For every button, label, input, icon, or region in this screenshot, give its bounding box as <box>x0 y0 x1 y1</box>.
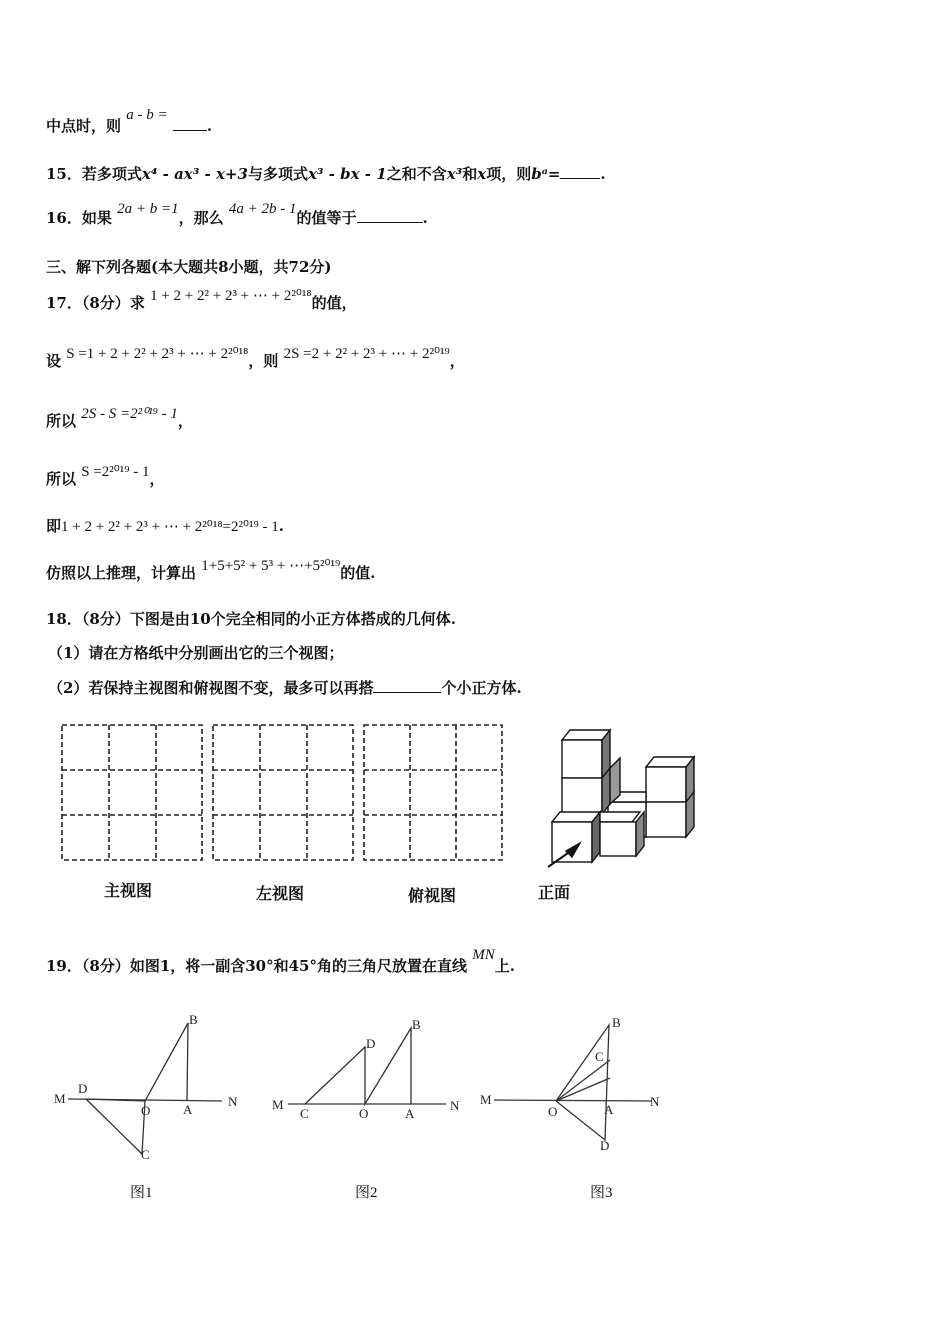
figure-3-caption: 图3 <box>590 1185 613 1201</box>
cube-solid <box>548 730 694 867</box>
front-view-grid <box>62 725 202 860</box>
svg-text:D: D <box>78 1081 88 1096</box>
q18-part-1: （1）请在方格纸中分别画出它的三个视图； <box>48 644 344 662</box>
side-view-grid <box>213 725 353 860</box>
svg-text:B: B <box>412 1017 421 1032</box>
top-view-grid <box>364 725 502 860</box>
section-3-heading: 三、解下列各题(本大题共8小题，共72分) <box>46 258 332 276</box>
svg-text:C: C <box>141 1147 150 1162</box>
q17-step-3: 所以 S =2²⁰¹⁹ - 1， <box>46 464 165 488</box>
svg-text:N: N <box>650 1094 660 1109</box>
svg-text:A: A <box>405 1106 415 1121</box>
q14-tail: 中点时，则 a - b = . <box>46 107 213 135</box>
svg-text:B: B <box>189 1012 198 1027</box>
svg-text:N: N <box>228 1094 238 1109</box>
question-17: 17．（8分）求 1 + 2 + 2² + 2³ + ⋯ + 2²⁰¹⁸的值， <box>46 288 357 312</box>
svg-text:C: C <box>300 1106 309 1121</box>
figure-1-caption: 图1 <box>130 1185 153 1201</box>
question-16: 16．如果 2a + b =1，那么 4a + 2b - 1的值等于 . <box>46 201 428 227</box>
front-direction-label: 正面 <box>538 883 571 902</box>
question-18: 18．（8分）下图是由10个完全相同的小正方体搭成的几何体. <box>46 610 456 628</box>
svg-text:O: O <box>141 1103 151 1118</box>
question-15: 15．若多项式x⁴ - ax³ - x+3与多项式x³ - bx - 1之和不含x³和x项，则bᵃ= . <box>46 165 606 183</box>
svg-text:N: N <box>450 1098 460 1113</box>
svg-text:O: O <box>548 1104 558 1119</box>
q19-figures <box>0 1000 950 1200</box>
svg-text:M: M <box>54 1091 66 1106</box>
figure-2-caption: 图2 <box>355 1185 378 1201</box>
svg-text:D: D <box>600 1138 610 1153</box>
svg-text:A: A <box>183 1102 193 1117</box>
svg-text:A: A <box>604 1102 614 1117</box>
q17-task: 仿照以上推理，计算出 1+5+5² + 5³ + ⋯+5²⁰¹⁹的值. <box>46 558 376 582</box>
side-view-label: 左视图 <box>256 884 305 903</box>
front-view-label: 主视图 <box>104 881 153 900</box>
svg-text:D: D <box>366 1036 376 1051</box>
q18-part-2: （2）若保持主视图和俯视图不变，最多可以再搭 个小正方体. <box>48 679 522 697</box>
svg-text:M: M <box>480 1092 492 1107</box>
svg-text:O: O <box>359 1106 369 1121</box>
svg-text:C: C <box>595 1049 604 1064</box>
q17-step-4: 即1 + 2 + 2² + 2³ + ⋯ + 2²⁰¹⁸=2²⁰¹⁹ - 1. <box>46 517 284 535</box>
q17-step-1: 设 S =1 + 2 + 2² + 2³ + ⋯ + 2²⁰¹⁸，则 2S =2 + 2² + 2³ + ⋯ + 2²⁰¹⁹， <box>46 346 465 370</box>
top-view-label: 俯视图 <box>408 886 457 905</box>
question-19: 19．（8分）如图1，将一副含30°和45°角的三角尺放置在直线 MN上. <box>46 947 515 975</box>
svg-text:M: M <box>272 1097 284 1112</box>
q17-step-2: 所以 2S - S =2²⁰¹⁹ - 1， <box>46 406 193 430</box>
svg-text:B: B <box>612 1015 621 1030</box>
